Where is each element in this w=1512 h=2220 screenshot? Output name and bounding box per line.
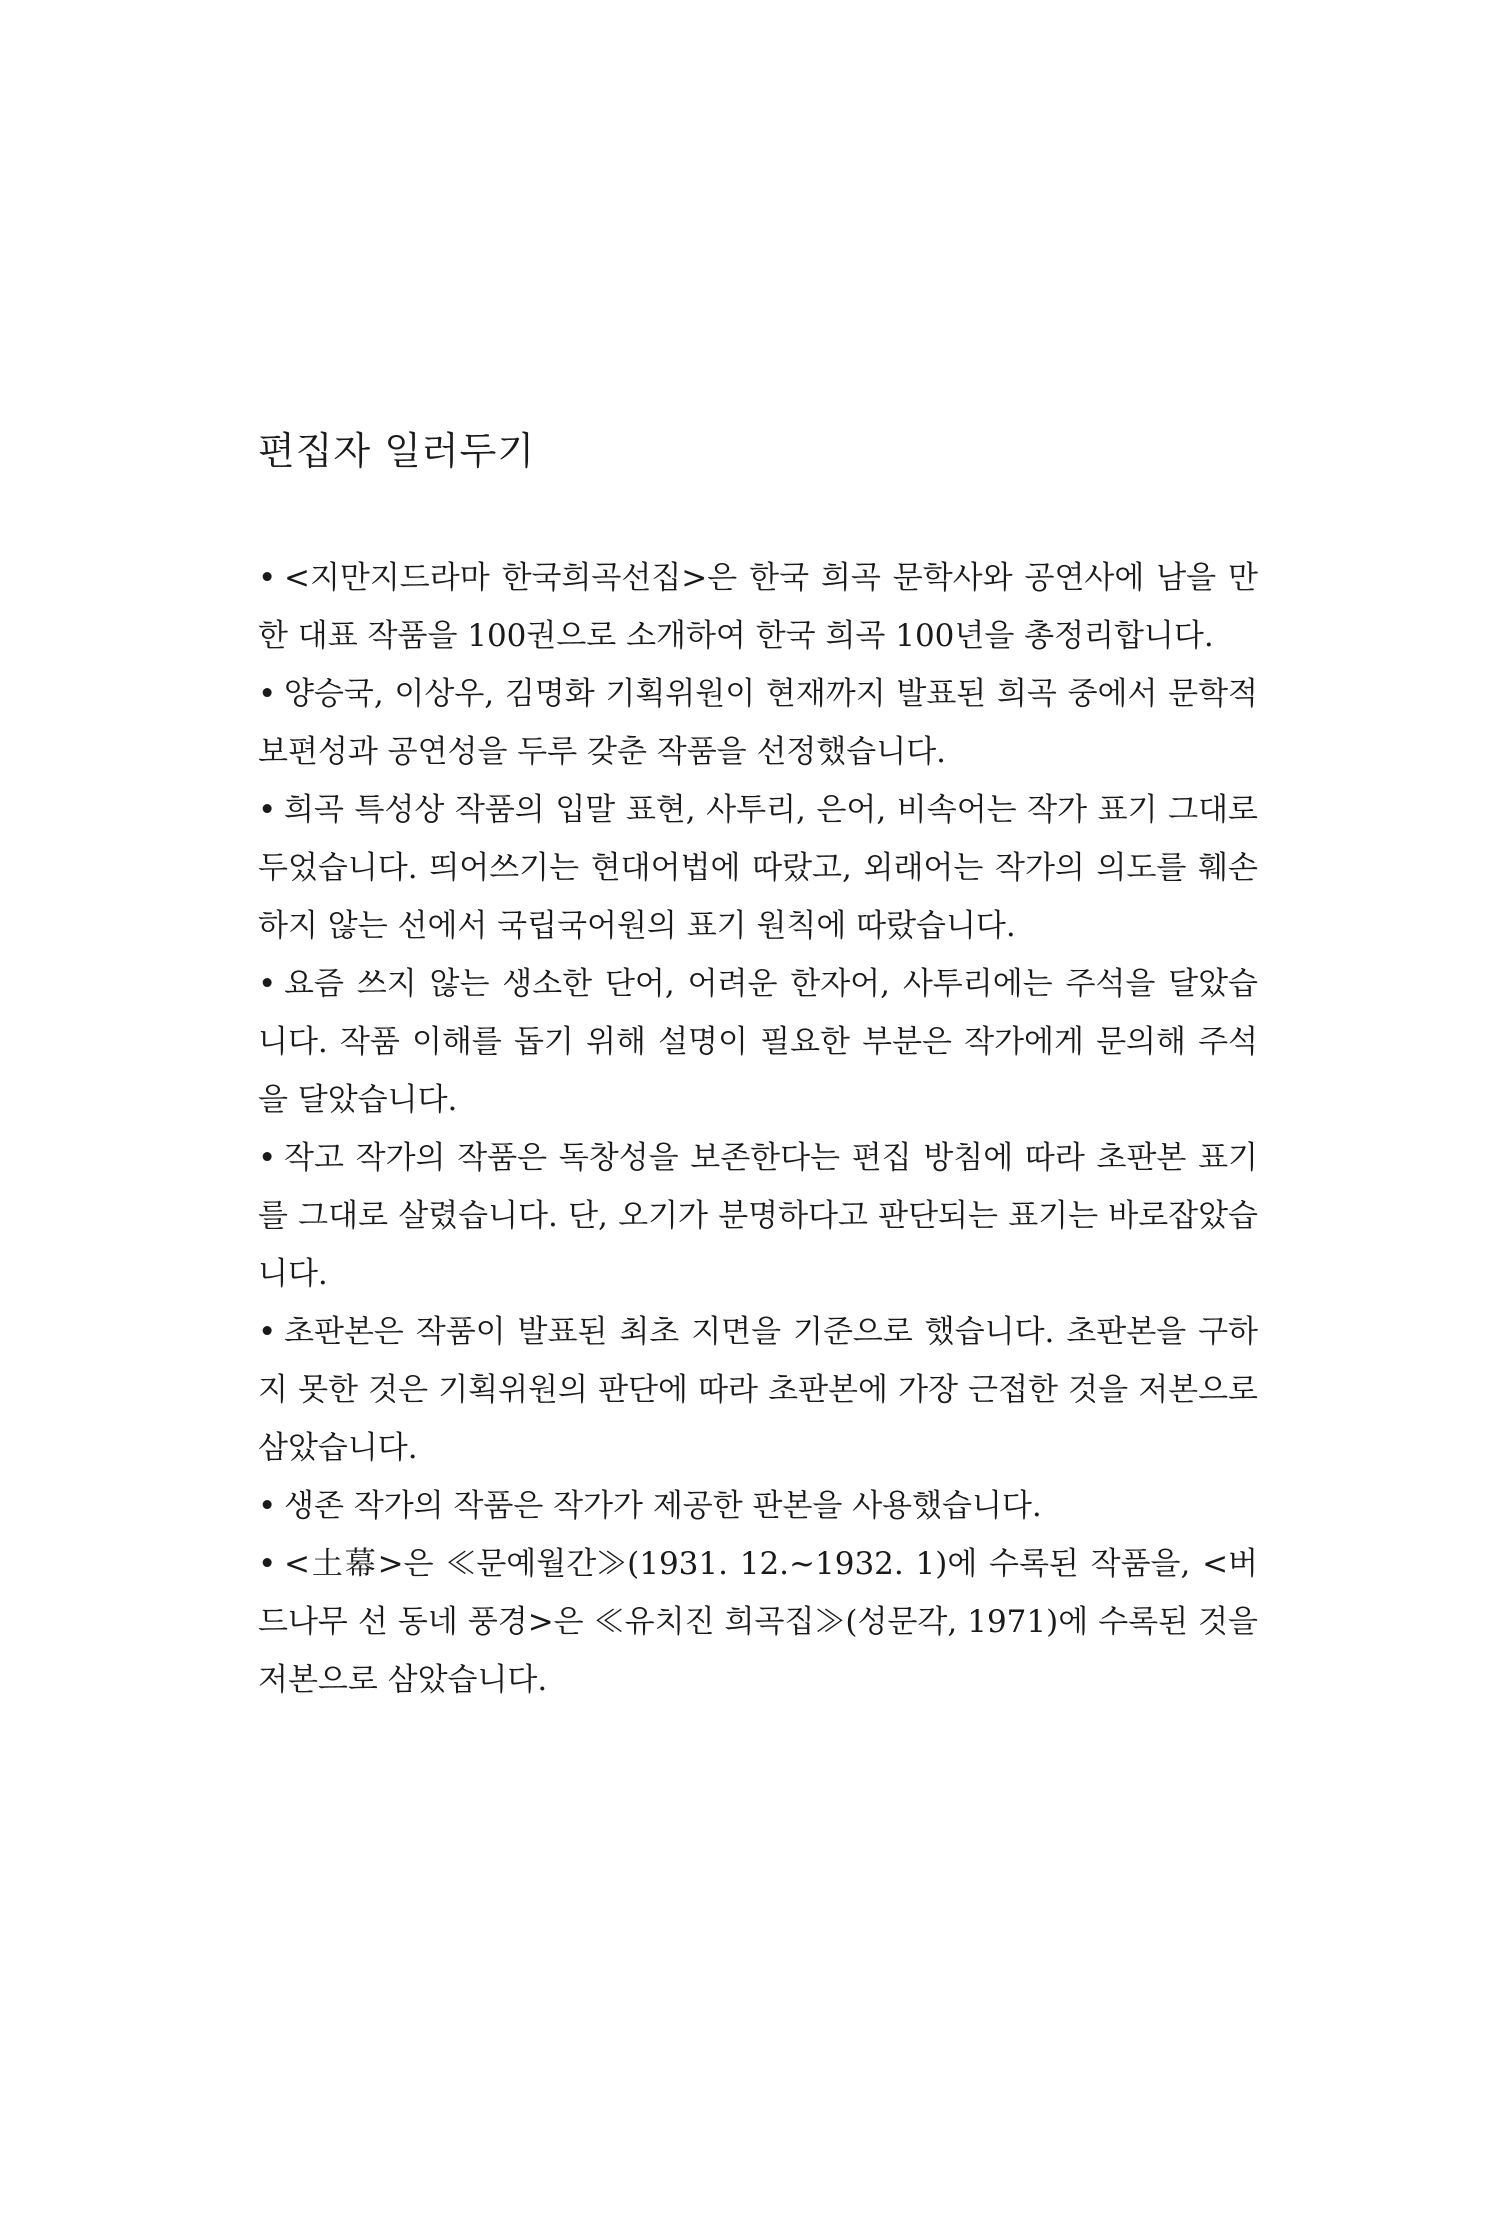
bullet-icon: • bbox=[258, 966, 277, 1002]
note-item bbox=[258, 665, 1258, 781]
note-text: 생존 작가의 작품은 작가가 제공한 판본을 사용했습니다. bbox=[284, 1488, 1042, 1524]
note-text: 요즘 쓰지 않는 생소한 단어, 어려운 한자어, 사투리에는 주석을 달았습니다. 작품 이해를 돕기 위해 설명이 필요한 부분은 작가에게 문의해 주석을 달았습니다. bbox=[258, 966, 1258, 1118]
bullet-icon: • bbox=[258, 560, 277, 596]
bullet-icon: • bbox=[258, 1488, 277, 1524]
note-item bbox=[258, 1129, 1258, 1303]
notes-list bbox=[258, 549, 1258, 1709]
editor-notes-section bbox=[258, 425, 1258, 1709]
note-text: 희곡 특성상 작품의 입말 표현, 사투리, 은어, 비속어는 작가 표기 그대로 두었습니다. 띄어쓰기는 현대어법에 따랐고, 외래어는 작가의 의도를 훼손하지 않는 선에서 국립국어원의 표기 원칙에 따랐습니다. bbox=[258, 792, 1258, 944]
note-item bbox=[258, 549, 1258, 665]
bullet-icon: • bbox=[258, 1140, 277, 1176]
note-item bbox=[258, 1535, 1258, 1709]
note-text: 초판본은 작품이 발표된 최초 지면을 기준으로 했습니다. 초판본을 구하지 못한 것은 기획위원의 판단에 따라 초판본에 가장 근접한 것을 저본으로 삼았습니다. bbox=[258, 1314, 1258, 1466]
bullet-icon: • bbox=[258, 1546, 277, 1582]
section-heading: 편집자 일러두기 bbox=[258, 429, 536, 473]
note-item bbox=[258, 1303, 1258, 1477]
note-item bbox=[258, 955, 1258, 1129]
note-item bbox=[258, 1477, 1258, 1535]
bullet-icon: • bbox=[258, 792, 277, 828]
note-text: 양승국, 이상우, 김명화 기획위원이 현재까지 발표된 희곡 중에서 문학적 보편성과 공연성을 두루 갖춘 작품을 선정했습니다. bbox=[258, 676, 1258, 770]
note-text: <지만지드라마 한국희곡선집>은 한국 희곡 문학사와 공연사에 남을 만한 대표 작품을 100권으로 소개하여 한국 희곡 100년을 총정리합니다. bbox=[258, 560, 1258, 654]
bullet-icon: • bbox=[258, 676, 277, 712]
note-text: 작고 작가의 작품은 독창성을 보존한다는 편집 방침에 따라 초판본 표기를 그대로 살렸습니다. 단, 오기가 분명하다고 판단되는 표기는 바로잡았습니다. bbox=[258, 1140, 1258, 1292]
note-item bbox=[258, 781, 1258, 955]
note-text: <土幕>은 ≪문예월간≫(1931. 12.~1932. 1)에 수록된 작품을, <버드나무 선 동네 풍경>은 ≪유치진 희곡집≫(성문각, 1971)에 수록된 것을 저본으로 삼았습니다. bbox=[258, 1546, 1258, 1698]
bullet-icon: • bbox=[258, 1314, 277, 1350]
